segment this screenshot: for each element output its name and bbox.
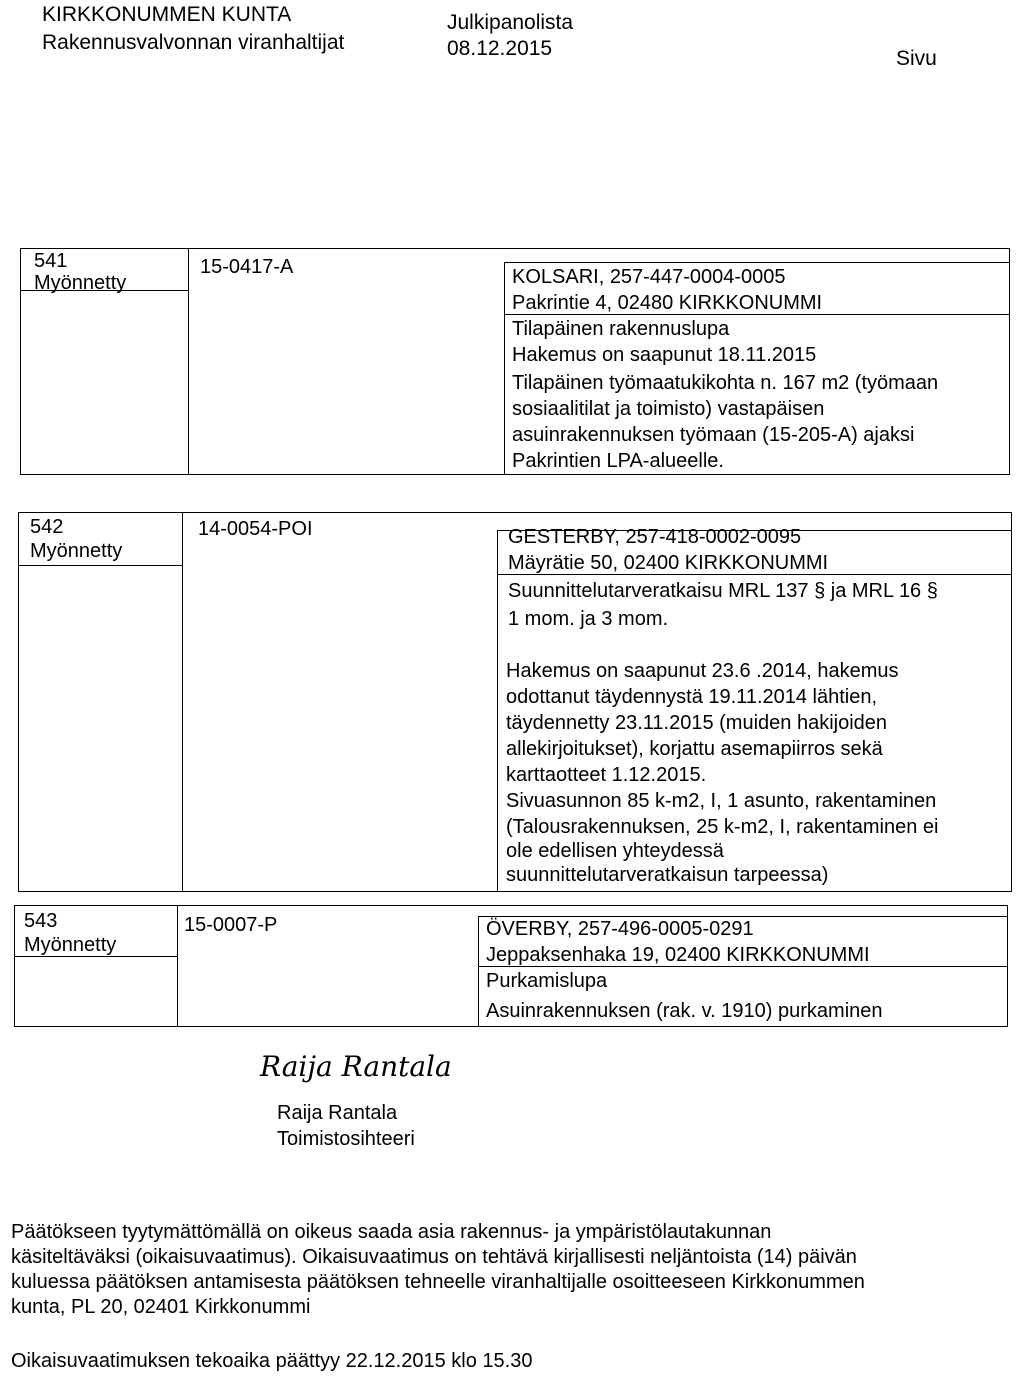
department-name: Rakennusvalvonnan viranhaltijat — [42, 31, 345, 54]
signer-title: Toimistosihteeri — [277, 1128, 415, 1150]
entry-number: 543 — [24, 910, 58, 932]
entry-line: KOLSARI, 257-447-0004-0005 — [512, 266, 786, 288]
entry-line: Asuinrakennuksen (rak. v. 1910) purkaminen — [486, 1000, 883, 1022]
row-divider — [478, 916, 1008, 917]
svg-text:Raija Rantala: Raija Rantala — [260, 1050, 452, 1083]
entry-line: Jeppaksenhaka 19, 02400 KIRKKONUMMI — [486, 944, 870, 966]
entry-code: 14-0054-POI — [198, 518, 313, 540]
document-type: Julkipanolista — [447, 11, 574, 34]
row-divider — [478, 966, 1008, 967]
entry-status: Myönnetty — [34, 272, 127, 294]
entry-number: 541 — [34, 250, 68, 272]
entry-line: Hakemus on saapunut 18.11.2015 — [512, 344, 817, 366]
entry-line: ÖVERBY, 257-496-0005-0291 — [486, 918, 754, 940]
column-divider — [182, 512, 183, 892]
entry-status: Myönnetty — [30, 540, 123, 562]
document-date: 08.12.2015 — [447, 37, 553, 60]
entry-code: 15-0007-P — [184, 914, 278, 936]
entry-line: (Talousrakennuksen, 25 k-m2, I, rakentaminen ei — [506, 816, 939, 838]
entry-line: Suunnittelutarveratkaisu MRL 137 § ja MRL 16 § — [508, 580, 938, 602]
page-label: Sivu — [896, 47, 937, 70]
appeal-line: kuluessa päätöksen antamisesta päätöksen tehneelle viranhaltijalle osoitteeseen Kirkkonummen — [11, 1271, 865, 1293]
entry-line: täydennetty 23.11.2015 (muiden hakijoiden — [506, 712, 888, 734]
entry-line: ole edellisen yhteydessä — [506, 840, 724, 862]
entry-line: suunnittelutarveratkaisun tarpeessa) — [506, 864, 829, 886]
column-divider — [497, 530, 498, 892]
appeal-line: kunta, PL 20, 02401 Kirkkonummi — [11, 1296, 311, 1318]
entry-line: sosiaalitilat ja toimisto) vastapäisen — [512, 398, 825, 420]
entry-line: asuinrakennuksen työmaan (15-205-A) ajaksi — [512, 424, 915, 446]
entry-line: Mäyrätie 50, 02400 KIRKKONUMMI — [508, 552, 829, 574]
signer-name: Raija Rantala — [277, 1102, 398, 1124]
row-divider — [18, 565, 182, 566]
entry-line: Sivuasunnon 85 k-m2, I, 1 asunto, rakentaminen — [506, 790, 937, 812]
entry-line: Purkamislupa — [486, 970, 608, 992]
entry-line: GESTERBY, 257-418-0002-0095 — [508, 526, 802, 548]
row-divider — [504, 262, 1010, 263]
column-divider — [504, 262, 505, 475]
entry-line: 1 mom. ja 3 mom. — [508, 608, 669, 630]
org-name: KIRKKONUMMEN KUNTA — [42, 3, 292, 26]
appeal-line: Päätökseen tyytymättömällä on oikeus saada asia rakennus- ja ympäristölautakunnan — [11, 1221, 772, 1243]
appeal-line: käsiteltäväksi (oikaisuvaatimus). Oikaisuvaatimus on tehtävä kirjallisesti neljäntoista (14) päivän — [11, 1246, 857, 1268]
column-divider — [177, 905, 178, 1027]
entry-line: karttaotteet 1.12.2015. — [506, 764, 707, 786]
entry-line: allekirjoitukset), korjattu asemapiirros sekä — [506, 738, 883, 760]
entry-code: 15-0417-A — [200, 256, 294, 278]
column-divider — [188, 248, 189, 475]
entry-number: 542 — [30, 516, 64, 538]
entry-line: Pakrintie 4, 02480 KIRKKONUMMI — [512, 292, 823, 314]
appeal-deadline: Oikaisuvaatimuksen tekoaika päättyy 22.12.2015 klo 15.30 — [11, 1350, 533, 1372]
row-divider — [14, 956, 177, 957]
entry-status: Myönnetty — [24, 934, 117, 956]
handwritten-signature — [250, 1040, 550, 1090]
entry-line: Tilapäinen työmaatukikohta n. 167 m2 (työmaan — [512, 372, 939, 394]
entry-line: odottanut täydennystä 19.11.2014 lähtien, — [506, 686, 878, 708]
row-divider — [497, 574, 1012, 575]
entry-line: Tilapäinen rakennuslupa — [512, 318, 730, 340]
row-divider — [504, 314, 1010, 315]
entry-line: Pakrintien LPA-alueelle. — [512, 450, 724, 472]
entry-line: Hakemus on saapunut 23.6 .2014, hakemus — [506, 660, 899, 682]
column-divider — [478, 916, 479, 1027]
